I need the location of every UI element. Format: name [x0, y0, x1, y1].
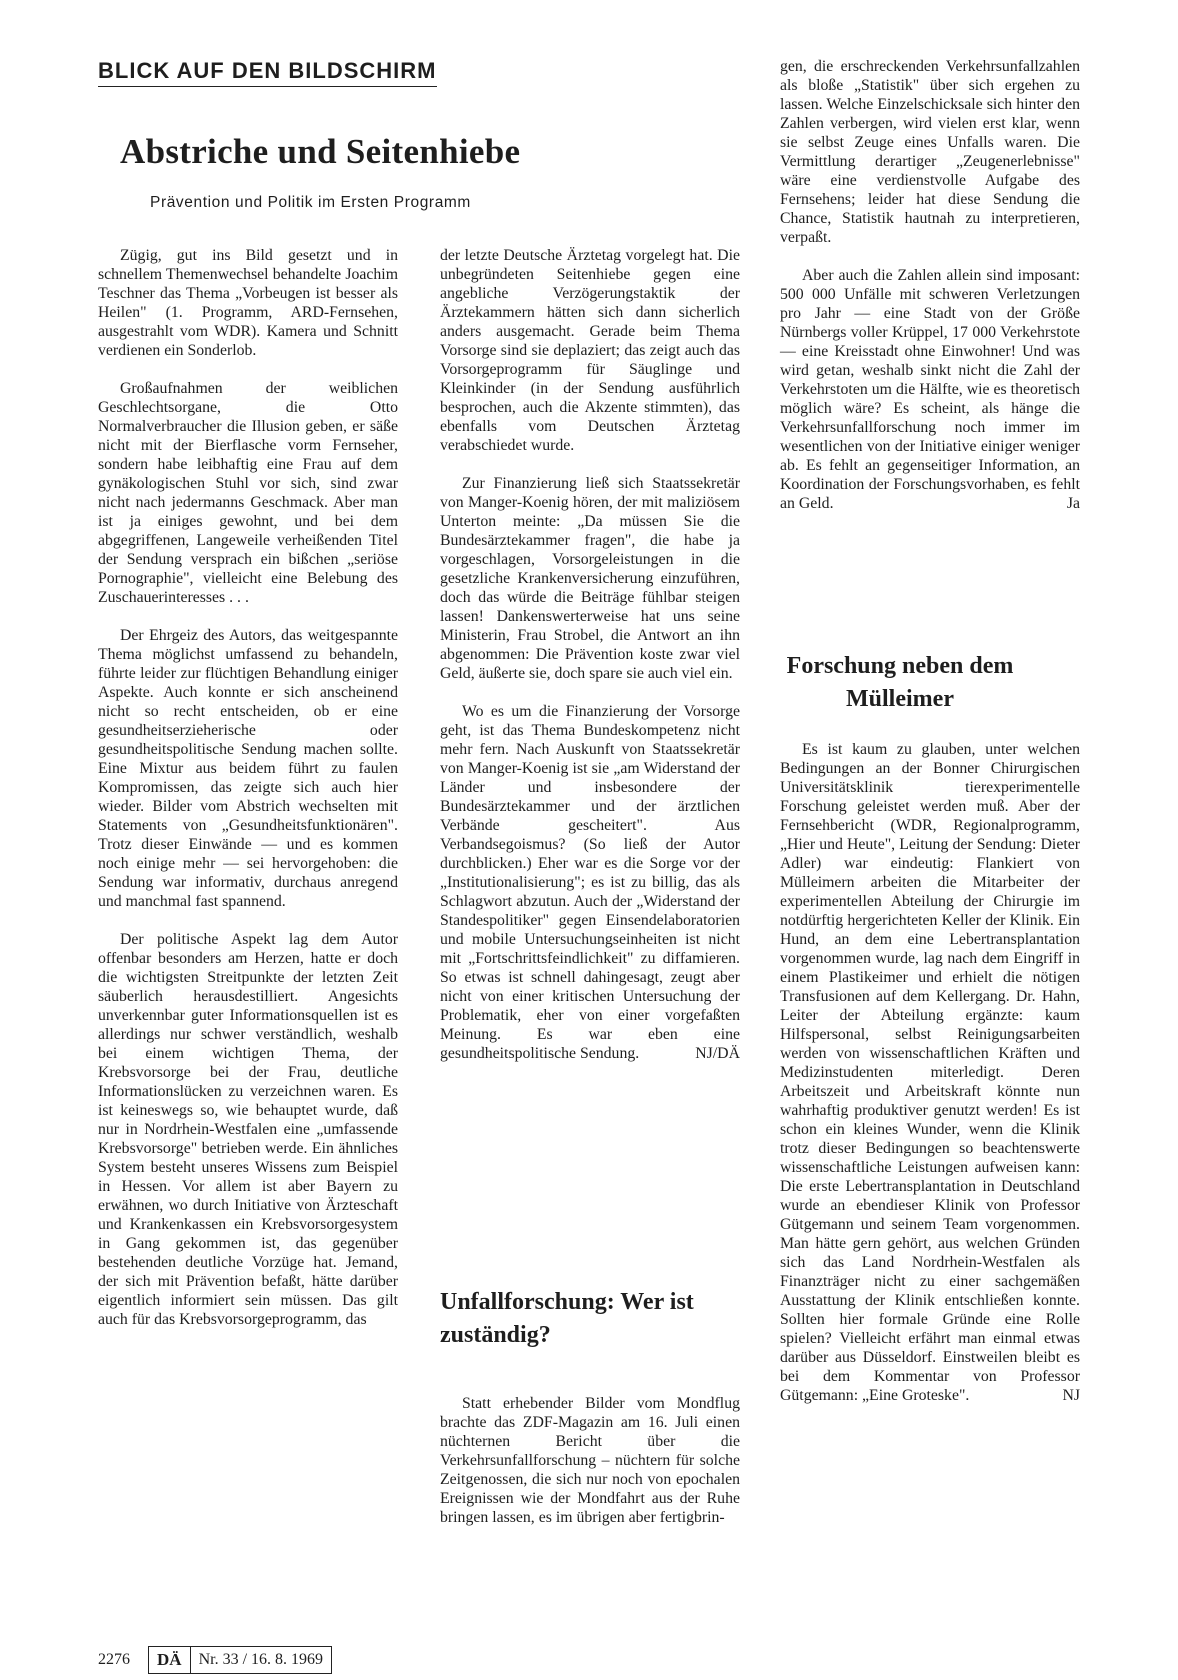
page-number: 2276 [98, 1651, 130, 1668]
article-column-1 [98, 246, 398, 1329]
article-paragraph: Der politische Aspekt lag dem Autor offenbar besonders am Herzen, hatte er doch die wichtigsten Streitpunkte der letzten Zeit säuberlich herausdestilliert. Angesichts unverkennbar guter Informationsquellen ist es allerdings nur schwer verständlich, weshalb bei einem wichtigen Thema, der Krebsvorsorge bei der Frau, deutliche Informationslücken zu verzeichnen waren. Es ist keineswegs so, wie behauptet wurde, daß nur in Nordrhein-Westfalen eine „umfassende Krebsvorsorge" betrieben werde. Ein ähnliches System besteht unseres Wissens zum Beispiel in Hessen. Vor allem ist aber Bayern zu erwähnen, wo durch Initiative von Ärzteschaft und Krankenkassen ein Krebsvorsorgesystem in Gang gekommen ist, das gegenüber bestehenden deutliche Vorzüge hat. Jemand, der sich mit Prävention befaßt, hätte darüber eigentlich informiert sein müssen. Das gilt auch für das Krebsvorsorgeprogramm, das [98, 931, 398, 1328]
author-signature: NJ [1062, 1387, 1080, 1404]
article-column-3 [780, 57, 1080, 513]
article-paragraph: Großaufnahmen der weiblichen Geschlechtsorgane, die Otto Normalverbraucher die Illusion geben, er säße nicht mit der Bierflasche vorm Fernseher, sondern habe leibhaftig eine Frau auf dem gynäkologischen Stuhl vor sich, sind zwar nicht nach jedermanns Geschmack. Aber man ist ja einiges gewohnt, und bei dem abgegriffenen, Langeweile verheißenden Titel der Sendung versprach ein bißchen „seriöse Pornographie", vielleicht eine Belebung des Zuschauerinteresses . . . [98, 380, 398, 606]
article-headline: Abstriche und Seitenhiebe [120, 132, 521, 171]
article-paragraph: Zur Finanzierung ließ sich Staatssekretär von Manger-Koenig hören, der mit maliziösem Unterton meinte: „Da müssen Sie die Bundesärztekammer fragen", die habe ja vorgeschlagen, Vorsorgeleistungen in die gesetzliche Krankenversicherung einzuführen, doch das würde die Beiträge fühlbar steigen lassen! Dankenswerterweise hat uns seine Ministerin, Frau Strobel, die Antwort an ihn abgenommen: Die Prävention koste zwar viel Geld, äußerte sie, doch spare sie auch viel ein. [440, 475, 740, 682]
article-paragraph [780, 740, 1080, 1405]
article-paragraph [440, 702, 740, 1063]
article3-headline: Forschung neben dem Mülleimer [786, 653, 1014, 712]
article-paragraph: Zügig, gut ins Bild gesetzt und in schnellem Themenwechsel behandelte Joachim Teschner das Thema „Vorbeugen ist besser als Heilen" (1. Programm, ARD-Fernsehen, ausgestrahlt vom WDR). Kamera und Schnitt verdienen ein Sonderlob. [98, 247, 398, 359]
article-subline: Prävention und Politik im Ersten Programm [150, 194, 471, 211]
article-paragraph-text: Aber auch die Zahlen allein sind imposant: 500 000 Unfälle mit schweren Verletzungen pro Jahr — eine Stadt von der Größe Nürnbergs voller Krüppel, 17 000 Verkehrstote — eine Kreisstadt ohne Einwohner! Und was wird getan, weshalb sinkt nicht die Zahl der Verkehrstoten um die Hälfte, wie es theoretisch möglich wäre? Es scheint, als hänge die Verkehrsunfallforschung noch immer im wesentlichen von der Initiative einiger weniger ab. Es fehlt an gegenseitiger Information, an Koordination der Forschungsvorhaben, es fehlt an Geld. [780, 267, 1080, 512]
article-paragraph-text: Es ist kaum zu glauben, unter welchen Bedingungen an der Bonner Chirurgischen Universitätsklinik tierexperimentelle Forschung geleistet werden muß. Aber der Fernsehbericht (WDR, Regionalprogramm, „Hier und Heute", Leitung der Sendung: Dieter Adler) war eindeutig: Flankiert von Mülleimern arbeiten die Mitarbeiter der experimentellen Abteilung der Chirurgie im notdürftig hergerichteten Keller der Klinik. Ein Hund, an dem eine Lebertransplantation vorgenommen wurde, lag nach dem Eingriff in einem Plastikeimer und erhielt die nötigen Transfusionen auf dem Kellergang. Dr. Hahn, Leiter der Abteilung ergänzte: kaum Hilfspersonal, selbst Reinigungsarbeiten werden von wissenschaftlichen Kräften und Medizinstudenten miterledigt. Deren Arbeitszeit und Arbeitskraft könnte nun wahrhaftig produktiver genutzt werden! Es ist schon ein kleines Wunder, wenn die Klinik trotz dieser Bedingungen so beachtenswerte wissenschaftliche Leistungen aufweisen kann: Die erste Lebertransplantation in Deutschland wurde an ebendieser Klinik von Professor Gütgemann und seinem Team vorgenommen. Man hätte gern gehört, aus welchen Gründen sich das Land Nordrhein-Westfalen als Finanzträger nicht zu einer sachgemäßen Ausstattung der Klinik entschließen konnte. Sollten hier formale Gründe eine Rolle spielen? Vielleicht erfährt man einmal etwas darüber aus Düsseldorf. Einstweilen bleibt es bei dem Kommentar von Professor Gütgemann: „Eine Groteske". [780, 741, 1080, 1404]
article-paragraph: der letzte Deutsche Ärztetag vorgelegt hat. Die unbegründeten Seitenhiebe gegen eine angebliche Verzögerungstaktik der Ärztekammern hätten sich dann sicherlich anders ausgemacht. Gerade beim Thema Vorsorge sind sie deplaziert; das zeigt auch das Vorsorgeprogramm für Säuglinge und Kleinkinder (in der Sendung ausführlich besprochen, auch die Akzente stimmten), das ebenfalls vom Deutschen Ärztetag verabschiedet wurde. [440, 247, 740, 454]
author-signature: Ja [1066, 495, 1080, 512]
article-paragraph-text: Wo es um die Finanzierung der Vorsorge geht, ist das Thema Bundeskompetenz nicht mehr fern. Nach Auskunft von Staatssekretär von Manger-Koenig ist sie „am Widerstand der Länder und insbesondere der Bundesärztekammer und der ärztlichen Verbände gescheitert". Aus Verbandsegoismus? (So ließ der Autor durchblicken.) Eher war es die Sorge vor der „Institutionalisierung"; es ist zu billig, das als Schlagwort abzutun. Auch der „Widerstand der Standespolitiker" gegen Einsendelaboratorien und mobile Untersuchungseinheiten ist nicht mit „Fortschrittsfeindlichkeit" zu diffamieren. So etwas ist schnell dahingesagt, zeugt aber nicht von einer kritischen Untersuchung der Problematik, eher von einer vorgefaßten Meinung. Es war eben eine gesundheitspolitische Sendung. [440, 703, 740, 1062]
article-paragraph: gen, die erschreckenden Verkehrsunfallzahlen als bloße „Statistik" über sich ergehen zu lassen. Welche Einzelschicksale sich hinter den Zahlen verbergen, wird vielen erst klar, wenn sie selbst Zeuge eines Unfalls waren. Die Vermittlung derartiger „Zeugenerlebnisse" wäre eine verdienstvolle Aufgabe des Fernsehens; leider hat diese Sendung die Chance, Statistik hautnah zu interpretieren, verpaßt. [780, 58, 1080, 246]
article-paragraph: Statt erhebender Bilder vom Mondflug brachte das ZDF-Magazin am 16. Juli einen nüchternen Bericht über die Verkehrsunfallforschung – nüchtern für solche Zeitgenossen, die sich nur noch von epochalen Ereignissen wie der Mondfahrt aus der Ruhe bringen lassen, es im übrigen aber fertigbrin- [440, 1395, 740, 1526]
section-rubric: BLICK AUF DEN BILDSCHIRM [98, 58, 437, 87]
article-column-2 [440, 246, 740, 1063]
article-paragraph: Der Ehrgeiz des Autors, das weitgespannte Thema möglichst umfassend zu behandeln, führte leider zur flüchtigen Behandlung einiger Aspekte. Auch konnte er sich anscheinend nicht so recht entscheiden, ob er eine gesundheitserzieherische oder gesundheitspolitische Sendung machen sollte. Eine Mixtur aus beidem führt zu faulen Kompromissen, das zeigte sich auch hier wieder. Bilder vom Abstrich wechselten mit Statements von „Gesundheitsfunktionären". Trotz dieser Einwände — und es kommen noch einige mehr — sei hervorgehoben: die Sendung war informativ, durchaus anregend und manchmal fast spannend. [98, 627, 398, 910]
journal-logo: DÄ [148, 1646, 191, 1674]
article3-column [780, 740, 1080, 1405]
article2-column [440, 1394, 740, 1527]
issue-label: Nr. 33 / 16. 8. 1969 [191, 1646, 332, 1674]
article2-headline: Unfallforschung: Wer ist zuständig? [440, 1289, 694, 1348]
page-footer [98, 1646, 332, 1674]
author-signature: NJ/DÄ [695, 1045, 740, 1062]
article-paragraph [780, 266, 1080, 513]
